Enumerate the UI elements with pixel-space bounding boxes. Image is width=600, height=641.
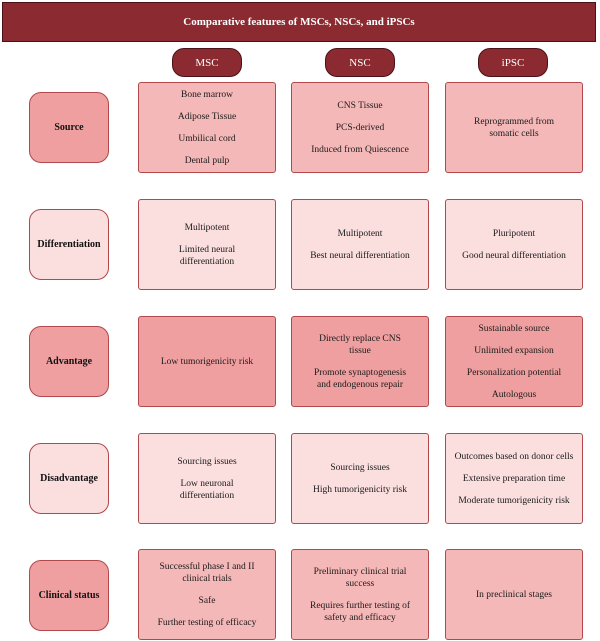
cell-item: Preliminary clinical trial success (313, 566, 407, 589)
cell-item: Low tumorigenicity risk (160, 356, 254, 367)
cell-advantage-nsc (291, 316, 429, 407)
cell-clinical-status-ipsc (445, 549, 583, 640)
cell-item: Personalization potential (466, 367, 562, 378)
cell-item: Induced from Quiescence (311, 144, 409, 155)
cell-item: Limited neural differentiation (178, 244, 236, 267)
cell-item: Multipotent (337, 228, 383, 239)
cell-item: Moderate tumorigenicity risk (458, 495, 570, 506)
cell-item: Dental pulp (184, 155, 230, 166)
cell-item: Outcomes based on donor cells (454, 451, 574, 462)
cell-item: High tumorigenicity risk (313, 484, 407, 495)
column-header-nsc: NSC (325, 48, 395, 77)
cell-item: Unlimited expansion (474, 345, 554, 356)
cell-item: CNS Tissue (337, 100, 383, 111)
cell-item: Sourcing issues (177, 456, 237, 467)
cell-item: PCS-derived (335, 122, 385, 133)
row-label-advantage: Advantage (29, 326, 109, 397)
cell-disadvantage-msc (138, 433, 276, 524)
row-label-disadvantage: Disadvantage (29, 443, 109, 514)
cell-item: Bone marrow (181, 89, 233, 100)
column-header-ipsc: iPSC (478, 48, 548, 77)
cell-disadvantage-nsc (291, 433, 429, 524)
cell-item: In preclinical stages (476, 589, 552, 600)
cell-item: Promote synaptogenesis and endogenous repair (313, 367, 407, 390)
cell-differentiation-nsc (291, 199, 429, 290)
cell-disadvantage-ipsc (445, 433, 583, 524)
cell-item: Autologous (491, 389, 537, 400)
cell-clinical-status-msc (138, 549, 276, 640)
row-label-clinical-status: Clinical status (29, 560, 109, 631)
cell-clinical-status-nsc (291, 549, 429, 640)
diagram-title (2, 2, 596, 42)
diagram-title-text: Comparative features of MSCs, NSCs, and iPSCs (183, 16, 415, 28)
cell-advantage-msc (138, 316, 276, 407)
cell-source-ipsc (445, 82, 583, 173)
cell-advantage-ipsc (445, 316, 583, 407)
cell-item: Good neural differentiation (462, 250, 566, 261)
cell-differentiation-ipsc (445, 199, 583, 290)
cell-item: Reprogrammed from somatic cells (474, 116, 554, 139)
cell-item: Umbilical cord (178, 133, 236, 144)
cell-item: Low neuronal differentiation (179, 478, 235, 501)
cell-source-nsc (291, 82, 429, 173)
cell-source-msc (138, 82, 276, 173)
cell-item: Extensive preparation time (462, 473, 566, 484)
cell-item: Best neural differentiation (310, 250, 410, 261)
cell-item: Requires further testing of safety and efficacy (310, 600, 410, 623)
row-label-differentiation: Differentiation (29, 209, 109, 280)
column-header-msc: MSC (172, 48, 242, 77)
row-label-source: Source (29, 92, 109, 163)
cell-item: Adipose Tissue (177, 111, 237, 122)
cell-item: Pluripotent (492, 228, 536, 239)
cell-item: Directly replace CNS tissue (319, 333, 401, 356)
cell-item: Successful phase I and II clinical trials (159, 561, 255, 584)
cell-item: Sustainable source (478, 323, 550, 334)
cell-item: Safe (198, 595, 216, 606)
cell-item: Further testing of efficacy (157, 617, 257, 628)
cell-item: Multipotent (184, 222, 230, 233)
cell-item: Sourcing issues (330, 462, 390, 473)
cell-differentiation-msc (138, 199, 276, 290)
